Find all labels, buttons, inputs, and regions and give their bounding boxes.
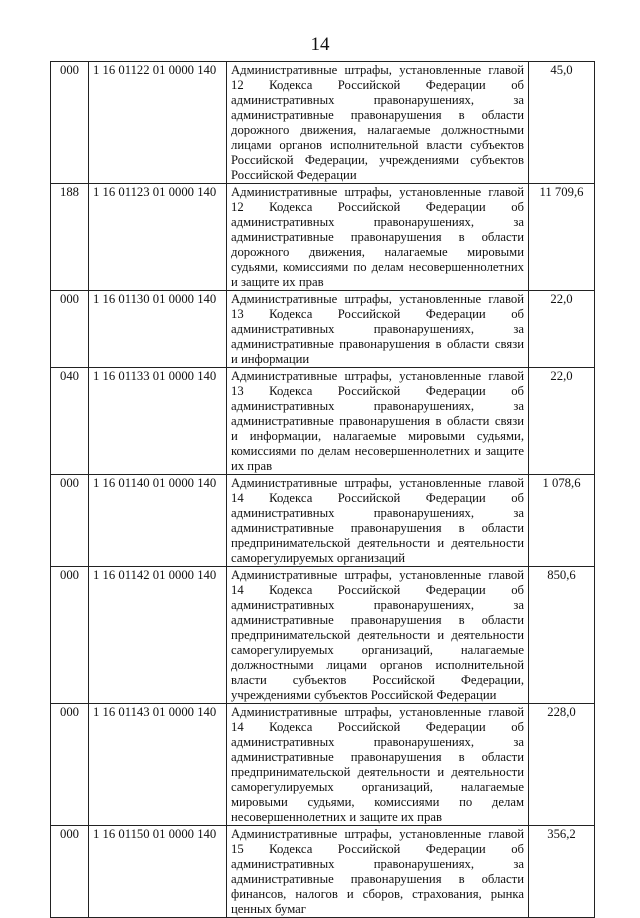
table-row bbox=[51, 567, 595, 704]
admin-code-cell: 000 bbox=[51, 826, 89, 918]
table-row bbox=[51, 368, 595, 475]
page-number: 14 bbox=[310, 34, 330, 55]
budget-code-cell: 1 16 01140 01 0000 140 bbox=[89, 475, 227, 567]
description-cell: Административные штрафы, установленные главой 13 Кодекса Российской Федерации об административных правонарушениях, за административные правонарушения в области связи и информации, налагаемые мировыми судьями, комиссиями по делам несовершеннолетних и защите их прав bbox=[227, 368, 529, 475]
amount-cell: 22,0 bbox=[529, 368, 595, 475]
admin-code-cell: 000 bbox=[51, 475, 89, 567]
description-cell: Административные штрафы, установленные главой 14 Кодекса Российской Федерации об административных правонарушениях, за административные правонарушения в области предпринимательской деятельности и деятельности саморегулируемых организаций bbox=[227, 475, 529, 567]
table-row bbox=[51, 184, 595, 291]
budget-code-cell: 1 16 01143 01 0000 140 bbox=[89, 704, 227, 826]
budget-code-cell: 1 16 01142 01 0000 140 bbox=[89, 567, 227, 704]
budget-code-cell: 1 16 01130 01 0000 140 bbox=[89, 291, 227, 368]
amount-cell: 45,0 bbox=[529, 62, 595, 184]
table-row bbox=[51, 704, 595, 826]
table-row bbox=[51, 475, 595, 567]
admin-code-cell: 000 bbox=[51, 291, 89, 368]
description-cell: Административные штрафы, установленные главой 14 Кодекса Российской Федерации об административных правонарушениях, за административные правонарушения в области предпринимательской деятельности и деятельности саморегулируемых организаций, налагаемые мировыми судьями, комиссиями по делам несовершеннолетних и защите их прав bbox=[227, 704, 529, 826]
amount-cell: 356,2 bbox=[529, 826, 595, 918]
amount-cell: 11 709,6 bbox=[529, 184, 595, 291]
admin-code-cell: 188 bbox=[51, 184, 89, 291]
admin-code-cell: 000 bbox=[51, 62, 89, 184]
description-cell: Административные штрафы, установленные главой 13 Кодекса Российской Федерации об административных правонарушениях, за административные правонарушения в области связи и информации bbox=[227, 291, 529, 368]
description-cell: Административные штрафы, установленные главой 12 Кодекса Российской Федерации об административных правонарушениях, за административные правонарушения в области дорожного движения, налагаемые мировыми судьями, комиссиями по делам несовершеннолетних и защите их прав bbox=[227, 184, 529, 291]
table-row bbox=[51, 291, 595, 368]
budget-code-cell: 1 16 01150 01 0000 140 bbox=[89, 826, 227, 918]
description-cell: Административные штрафы, установленные главой 14 Кодекса Российской Федерации об административных правонарушениях, за административные правонарушения в области предпринимательской деятельности и деятельности саморегулируемых организаций, налагаемые должностными лицами органов исполнительной власти субъектов Российской Федерации, учреждениями субъектов Российской Федерации bbox=[227, 567, 529, 704]
table-row bbox=[51, 62, 595, 184]
amount-cell: 228,0 bbox=[529, 704, 595, 826]
amount-cell: 22,0 bbox=[529, 291, 595, 368]
admin-code-cell: 040 bbox=[51, 368, 89, 475]
admin-code-cell: 000 bbox=[51, 704, 89, 826]
amount-cell: 1 078,6 bbox=[529, 475, 595, 567]
description-cell: Административные штрафы, установленные главой 15 Кодекса Российской Федерации об административных правонарушениях, за административные правонарушения в области финансов, налогов и сборов, страхования, рынка ценных бумаг bbox=[227, 826, 529, 918]
budget-revenue-table bbox=[50, 61, 595, 918]
amount-cell: 850,6 bbox=[529, 567, 595, 704]
budget-code-cell: 1 16 01123 01 0000 140 bbox=[89, 184, 227, 291]
admin-code-cell: 000 bbox=[51, 567, 89, 704]
budget-code-cell: 1 16 01122 01 0000 140 bbox=[89, 62, 227, 184]
budget-code-cell: 1 16 01133 01 0000 140 bbox=[89, 368, 227, 475]
description-cell: Административные штрафы, установленные главой 12 Кодекса Российской Федерации об административных правонарушениях, за административные правонарушения в области дорожного движения, налагаемые должностными лицами органов исполнительной власти субъектов Российской Федерации, учреждениями субъектов Российской Федерации bbox=[227, 62, 529, 184]
